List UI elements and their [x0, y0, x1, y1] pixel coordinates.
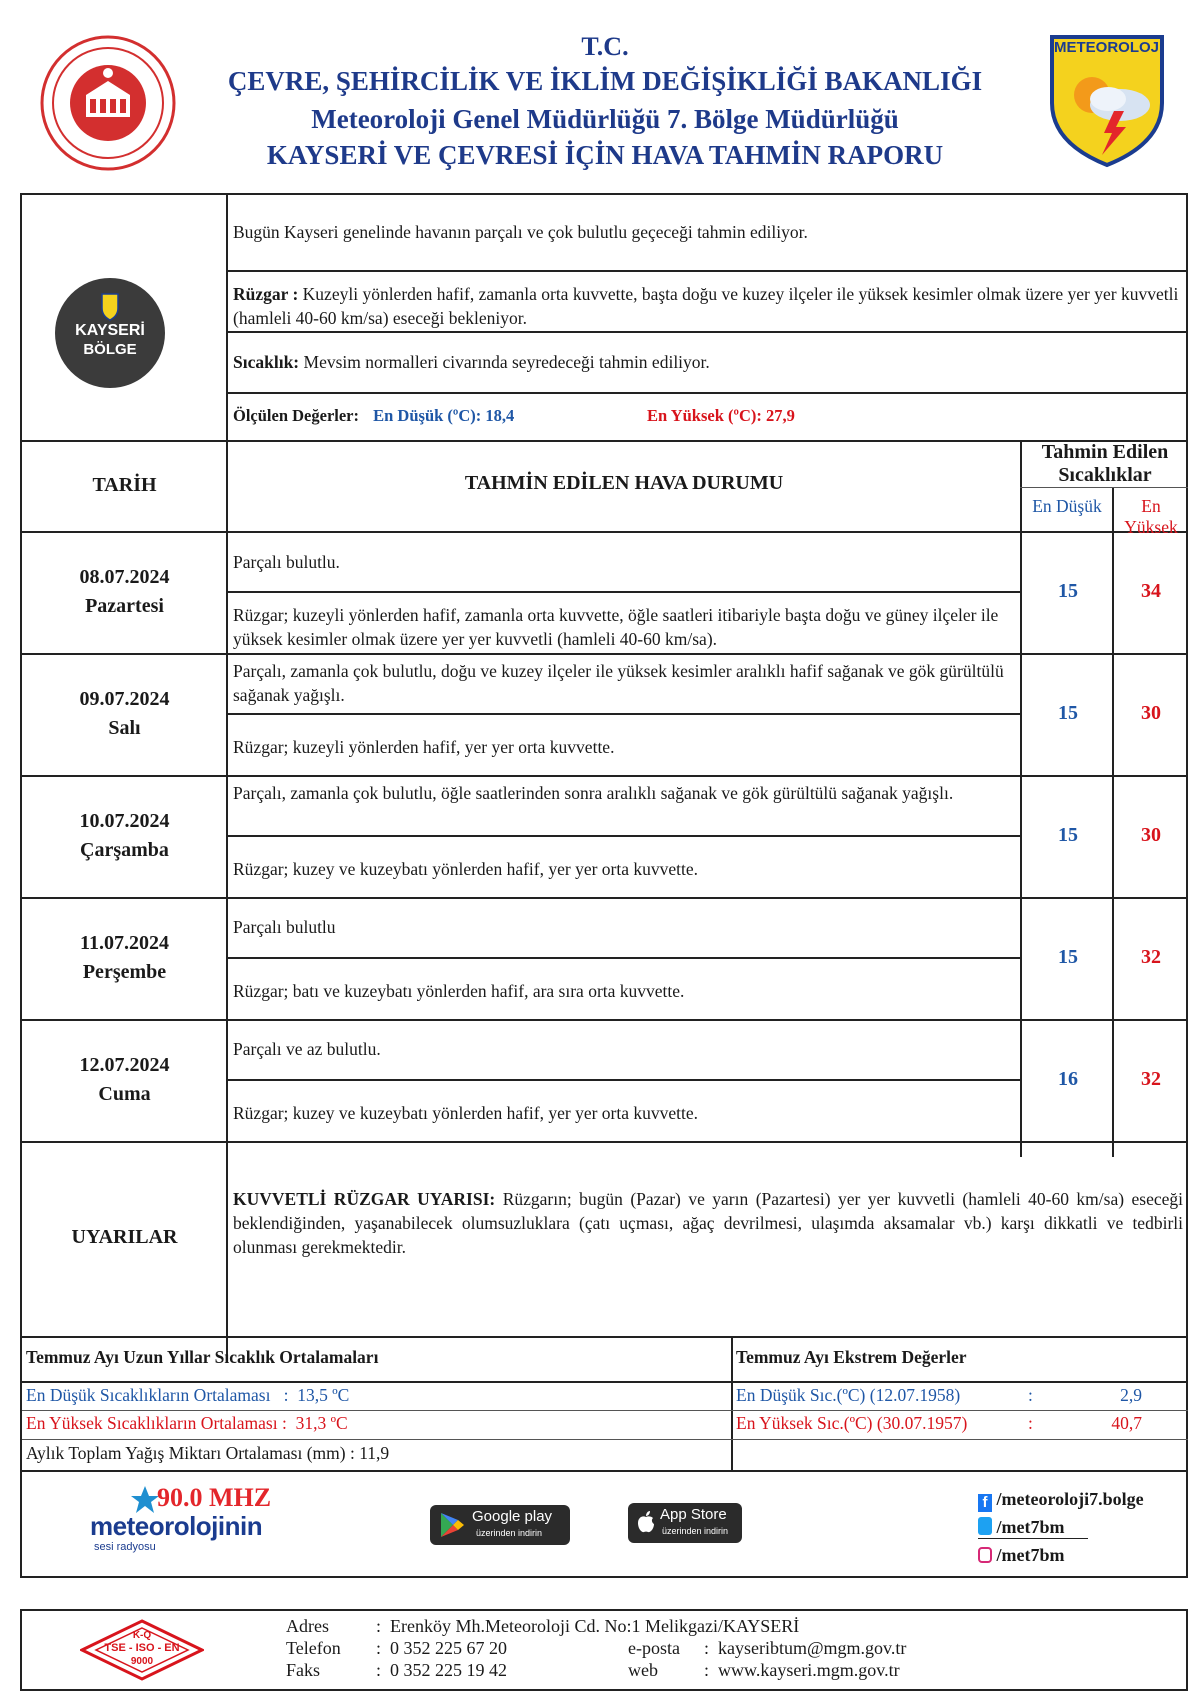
header-forecast: TAHMİN EDİLEN HAVA DURUMU	[464, 472, 784, 494]
certification-badge	[80, 1619, 204, 1681]
header-max: En Yüksek	[1124, 496, 1178, 537]
twitter-link[interactable]	[978, 1517, 1088, 1539]
instagram-handle: /met7bm	[996, 1545, 1065, 1565]
address-value: : Erenköy Mh.Meteoroloji Cd. No:1 Melikgazi/KAYSERİ	[376, 1616, 800, 1636]
phone-value: : 0 352 225 67 20	[376, 1638, 508, 1658]
day-2-min: 15	[1058, 702, 1078, 724]
day-3-min: 15	[1058, 824, 1078, 846]
measured-label: Ölçülen Değerler:	[233, 406, 359, 425]
facebook-link[interactable]	[978, 1489, 1144, 1512]
header-min: En Düşük	[1032, 496, 1102, 516]
today-wind	[233, 282, 1183, 330]
day-1-min: 15	[1058, 580, 1078, 602]
fax-value: : 0 352 225 19 42	[376, 1660, 508, 1680]
warning-title: KUVVETLİ RÜZGAR UYARISI:	[233, 1189, 496, 1209]
header-tc: T.C.	[581, 32, 629, 61]
day-4-date-cell	[22, 929, 227, 987]
day-3-date: 10.07.2024	[79, 810, 170, 832]
email-value[interactable]: : kayseribtum@mgm.gov.tr	[704, 1638, 907, 1658]
warnings-label: UYARILAR	[71, 1226, 178, 1248]
badge-line2: BÖLGE	[83, 341, 137, 358]
app-store-line1: App Store	[660, 1506, 727, 1523]
badge-line1: KAYSERİ	[75, 322, 145, 339]
ext-min-value: 2,9	[1120, 1385, 1142, 1405]
today-wind-label: Rüzgar :	[233, 284, 299, 304]
today-temp-label: Sıcaklık:	[233, 352, 300, 372]
header-temps-title: Tahmin Edilen Sıcaklıklar	[1041, 441, 1169, 486]
day-4-name: Perşembe	[82, 961, 167, 983]
header-report-title: KAYSERİ VE ÇEVRESİ İÇİN HAVA TAHMİN RAPORU	[266, 140, 944, 170]
day-5-date-cell	[22, 1051, 227, 1109]
day-3-wind: Rüzgar; kuzey ve kuzeybatı yönlerden hafif, yer yer orta kuvvette.	[233, 859, 699, 879]
forecast-table	[20, 193, 1188, 1578]
day-5-date: 12.07.2024	[79, 1054, 170, 1076]
web-label: web	[628, 1660, 658, 1680]
app-store-line2: üzerinden indirin	[662, 1526, 729, 1536]
ext-min-colon: :	[1028, 1385, 1033, 1405]
meteoroloji-logo-text: METEOROLOJİ	[1054, 39, 1164, 56]
facebook-icon: f	[978, 1494, 992, 1512]
google-play-line1: Google play	[472, 1508, 553, 1525]
today-temp-text: Mevsim normalleri civarında seyredeceği tahmin ediliyor.	[303, 352, 710, 372]
apple-icon	[636, 1510, 656, 1534]
day-1-wind: Rüzgar; kuzeyli yönlerden hafif, zamanla orta kuvvette, öğle saatleri itibariyle başta doğu ve güney ilçeler ile yüksek kesimler olmak üzere yer yer kuvvetli (hamleli 40-60 km/sa).	[233, 605, 999, 649]
ext-max-label: En Yüksek Sıc.(ºC) (30.07.1957)	[736, 1413, 968, 1433]
day-2-date-cell	[22, 685, 227, 743]
twitter-handle: /met7bm	[996, 1517, 1065, 1537]
radio-name: meteorolojinin	[90, 1511, 263, 1541]
day-4-wind: Rüzgar; batı ve kuzeybatı yönlerden hafif, ara sıra orta kuvvette.	[233, 981, 685, 1001]
warning-body	[233, 1187, 1183, 1259]
google-play-icon	[438, 1511, 466, 1539]
measured-max: En Yüksek (ºC): 27,9	[647, 406, 795, 425]
avg-min: En Düşük Sıcaklıkların Ortalaması : 13,5 ºC	[26, 1385, 350, 1405]
day-4-max: 32	[1141, 946, 1161, 968]
facebook-handle: /meteoroloji7.bolge	[996, 1489, 1144, 1509]
day-2-date: 09.07.2024	[79, 688, 170, 710]
averages-title: Temmuz Ayı Uzun Yıllar Sıcaklık Ortalamaları	[26, 1347, 379, 1367]
day-2-weather: Parçalı, zamanla çok bulutlu, doğu ve kuzey ilçeler ile yüksek kesimler aralıklı hafif sağanak ve gök gürültülü sağanak yağışlı.	[233, 661, 1004, 705]
day-1-date: 08.07.2024	[79, 566, 170, 588]
ext-min-label: En Düşük Sıc.(ºC) (12.07.1958)	[736, 1385, 961, 1405]
app-store-button[interactable]	[628, 1503, 742, 1543]
contact-footer	[20, 1609, 1188, 1691]
monthly-rain: Aylık Toplam Yağış Miktarı Ortalaması (mm) : 11,9	[26, 1443, 390, 1463]
day-3-weather: Parçalı, zamanla çok bulutlu, öğle saatlerinden sonra aralıklı sağanak ve gök gürültülü sağanak yağışlı.	[233, 783, 954, 803]
extremes-title: Temmuz Ayı Ekstrem Değerler	[736, 1347, 967, 1367]
ext-max-colon: :	[1028, 1413, 1033, 1433]
today-measured	[233, 404, 1183, 428]
warning-text: Rüzgarın; bugün (Pazar) ve yarın (Pazartesi) yer yer kuvvetli (hamleli 40-60 km/sa) eseceği beklendiğinden, yaşanabilecek olumsuzluklara (çatı uçması, ağaç devrilmesi, ulaşımda aksamalar vb.) karşı dikkatli ve tedbirli olunması gerekmektedir.	[233, 1189, 1183, 1257]
kayseri-region-badge	[55, 278, 165, 388]
radio-sub: sesi radyosu	[94, 1541, 156, 1553]
day-1-weather: Parçalı bulutlu.	[233, 552, 340, 572]
ministry-logo	[38, 33, 178, 173]
measured-min: En Düşük (ºC): 18,4	[373, 406, 515, 425]
ext-max-value: 40,7	[1111, 1413, 1142, 1433]
day-4-date: 11.07.2024	[80, 932, 169, 954]
day-2-max: 30	[1141, 702, 1161, 724]
day-5-weather: Parçalı ve az bulutlu.	[233, 1039, 381, 1059]
google-play-button[interactable]	[430, 1505, 570, 1545]
day-5-min: 16	[1058, 1068, 1078, 1090]
day-2-name: Salı	[108, 717, 141, 739]
today-temp	[233, 350, 1183, 374]
day-4-min: 15	[1058, 946, 1078, 968]
cert-text: TSE - ISO - EN	[104, 1642, 180, 1654]
twitter-icon	[978, 1517, 992, 1535]
day-1-max: 34	[1141, 580, 1161, 602]
day-4-weather: Parçalı bulutlu	[233, 917, 336, 937]
day-2-wind: Rüzgar; kuzeyli yönlerden hafif, yer yer orta kuvvette.	[233, 737, 615, 757]
day-5-max: 32	[1141, 1068, 1161, 1090]
instagram-link[interactable]	[978, 1545, 1064, 1566]
header-date: TARİH	[92, 474, 157, 496]
cert-top: K-Q	[132, 1630, 152, 1641]
day-5-wind: Rüzgar; kuzey ve kuzeybatı yönlerden hafif, yer yer orta kuvvette.	[233, 1103, 699, 1123]
day-1-date-cell	[22, 563, 227, 621]
web-value[interactable]: : www.kayseri.mgm.gov.tr	[704, 1660, 900, 1680]
fax-label: Faks	[286, 1660, 321, 1680]
cert-bottom: 9000	[130, 1656, 154, 1667]
day-5-name: Cuma	[98, 1083, 151, 1105]
radio-logo[interactable]	[72, 1485, 292, 1565]
day-1-name: Pazartesi	[85, 595, 164, 617]
day-3-name: Çarşamba	[80, 839, 169, 861]
header-ministry: ÇEVRE, ŞEHİRCİLİK VE İKLİM DEĞİŞİKLİĞİ BAKANLIĞI	[227, 66, 983, 96]
email-label: e-posta	[628, 1638, 680, 1658]
today-wind-text: Kuzeyli yönlerden hafif, zamanla orta kuvvette, başta doğu ve kuzey ilçeler ile yüksek kesimler olmak üzere yer yer kuvvetli (hamleli 40-60 km/sa) eseceği bekleniyor.	[233, 284, 1179, 328]
today-summary: Bugün Kayseri genelinde havanın parçalı ve çok bulutlu geçeceği tahmin ediliyor.	[233, 222, 808, 242]
meteoroloji-logo	[1048, 33, 1166, 169]
day-3-max: 30	[1141, 824, 1161, 846]
address-label: Adres	[286, 1616, 329, 1636]
avg-max: En Yüksek Sıcaklıkların Ortalaması : 31,3 ºC	[26, 1413, 348, 1433]
day-3-date-cell	[22, 807, 227, 865]
phone-label: Telefon	[286, 1638, 341, 1658]
radio-frequency: 90.0 MHZ	[157, 1483, 272, 1512]
google-play-line2: üzerinden indirin	[476, 1528, 543, 1538]
header-directorate: Meteoroloji Genel Müdürlüğü 7. Bölge Müdürlüğü	[311, 104, 899, 134]
instagram-icon	[978, 1547, 992, 1563]
